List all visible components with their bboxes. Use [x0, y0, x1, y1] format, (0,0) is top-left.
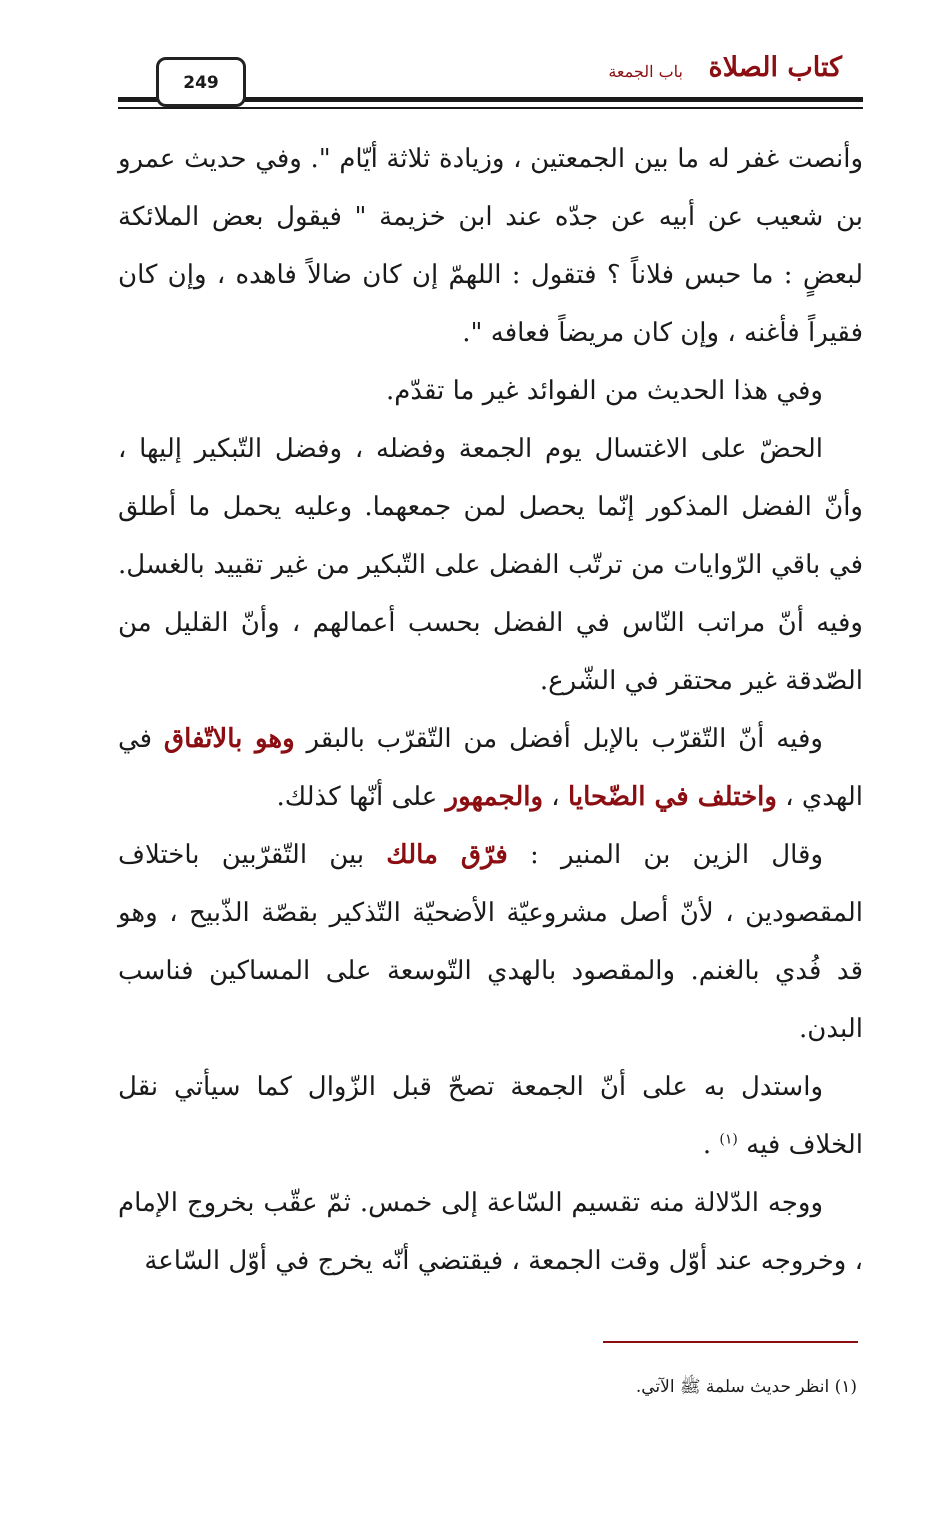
paragraph-6-end: . — [702, 1130, 720, 1160]
highlight-majority: والجمهور — [445, 782, 544, 812]
footnote-reference: (١) — [719, 1131, 738, 1148]
paragraph-7: ووجه الدّلالة منه تقسيم السّاعة إلى خمس. ثمّ عقّب بخروج الإمام ، وخروجه عند أوّل وقت الجمعة ، فيقتضي أنّه يخرج في أوّل السّاعة — [118, 1188, 863, 1276]
paragraph-4-text-b: في الهدي ، — [118, 724, 863, 812]
paragraph-5-text-a: وقال الزين بن المنير : — [507, 840, 824, 870]
paragraph-6-text: واستدل به على أنّ الجمعة تصحّ قبل الزّوال كما سيأتي نقل الخلاف فيه — [118, 1072, 863, 1160]
footnote-rule — [603, 1341, 858, 1343]
paragraph-1: وأنصت غفر له ما بين الجمعتين ، وزيادة ثلاثة أيّام ". وفي حديث عمرو بن شعيب عن أبيه عن جدّه عند ابن خزيمة " فيقول بعض الملائكة لبعضٍ : ما حبس فلاناً ؟ فتقول : اللهمّ إن كان ضالاً فاهده ، وإن كان فقيراً فأغنه ، وإن كان مريضاً فعافه ". — [118, 144, 863, 348]
main-text — [118, 130, 863, 1290]
paragraph-5 — [118, 826, 863, 1058]
page-number: 249 — [156, 57, 246, 107]
paragraph-4 — [118, 710, 863, 826]
paragraph-3: الحضّ على الاغتسال يوم الجمعة وفضله ، وفضل التّبكير إليها ، وأنّ الفضل المذكور إنّما يحصل لمن جمعهما. وعليه يحمل ما أطلق في باقي الرّوايات من ترتّب الفضل على التّبكير من غير تقييد بالغسل. وفيه أنّ مراتب النّاس في الفضل بحسب أعمالهم ، وأنّ القليل من الصّدقة غير محتقر في الشّرع. — [118, 434, 863, 696]
footnote: (١) انظر حديث سلمة ﷺ الآتي. — [635, 1377, 857, 1397]
highlight-consensus: وهو بالاتّفاق — [163, 724, 295, 754]
paragraph-4-text-c: ، — [543, 782, 568, 812]
highlight-disagreement: واختلف في الضّحايا — [567, 782, 777, 812]
paragraph-2: وفي هذا الحديث من الفوائد غير ما تقدّم. — [385, 376, 823, 406]
book-title: كتاب الصلاة — [708, 52, 842, 83]
paragraph-4-text-d: على أنّها كذلك. — [276, 782, 446, 812]
paragraph-4-text-a: وفيه أنّ التّقرّب بالإبل أفضل من التّقرّب بالبقر — [294, 724, 823, 754]
paragraph-5-text-b: بين التّقرّبين باختلاف المقصودين ، لأنّ أصل مشروعيّة الأضحيّة التّذكير بقصّة الذّبيح ، وهو قد فُدي بالغنم. والمقصود بالهدي التّوسعة على المساكين فناسب البدن. — [118, 840, 863, 1044]
highlight-malik: فرّق مالك — [386, 840, 508, 870]
paragraph-6 — [118, 1058, 863, 1174]
header-rule-thin — [118, 107, 863, 109]
chapter-title: باب الجمعة — [608, 62, 683, 81]
page-header — [0, 0, 945, 120]
